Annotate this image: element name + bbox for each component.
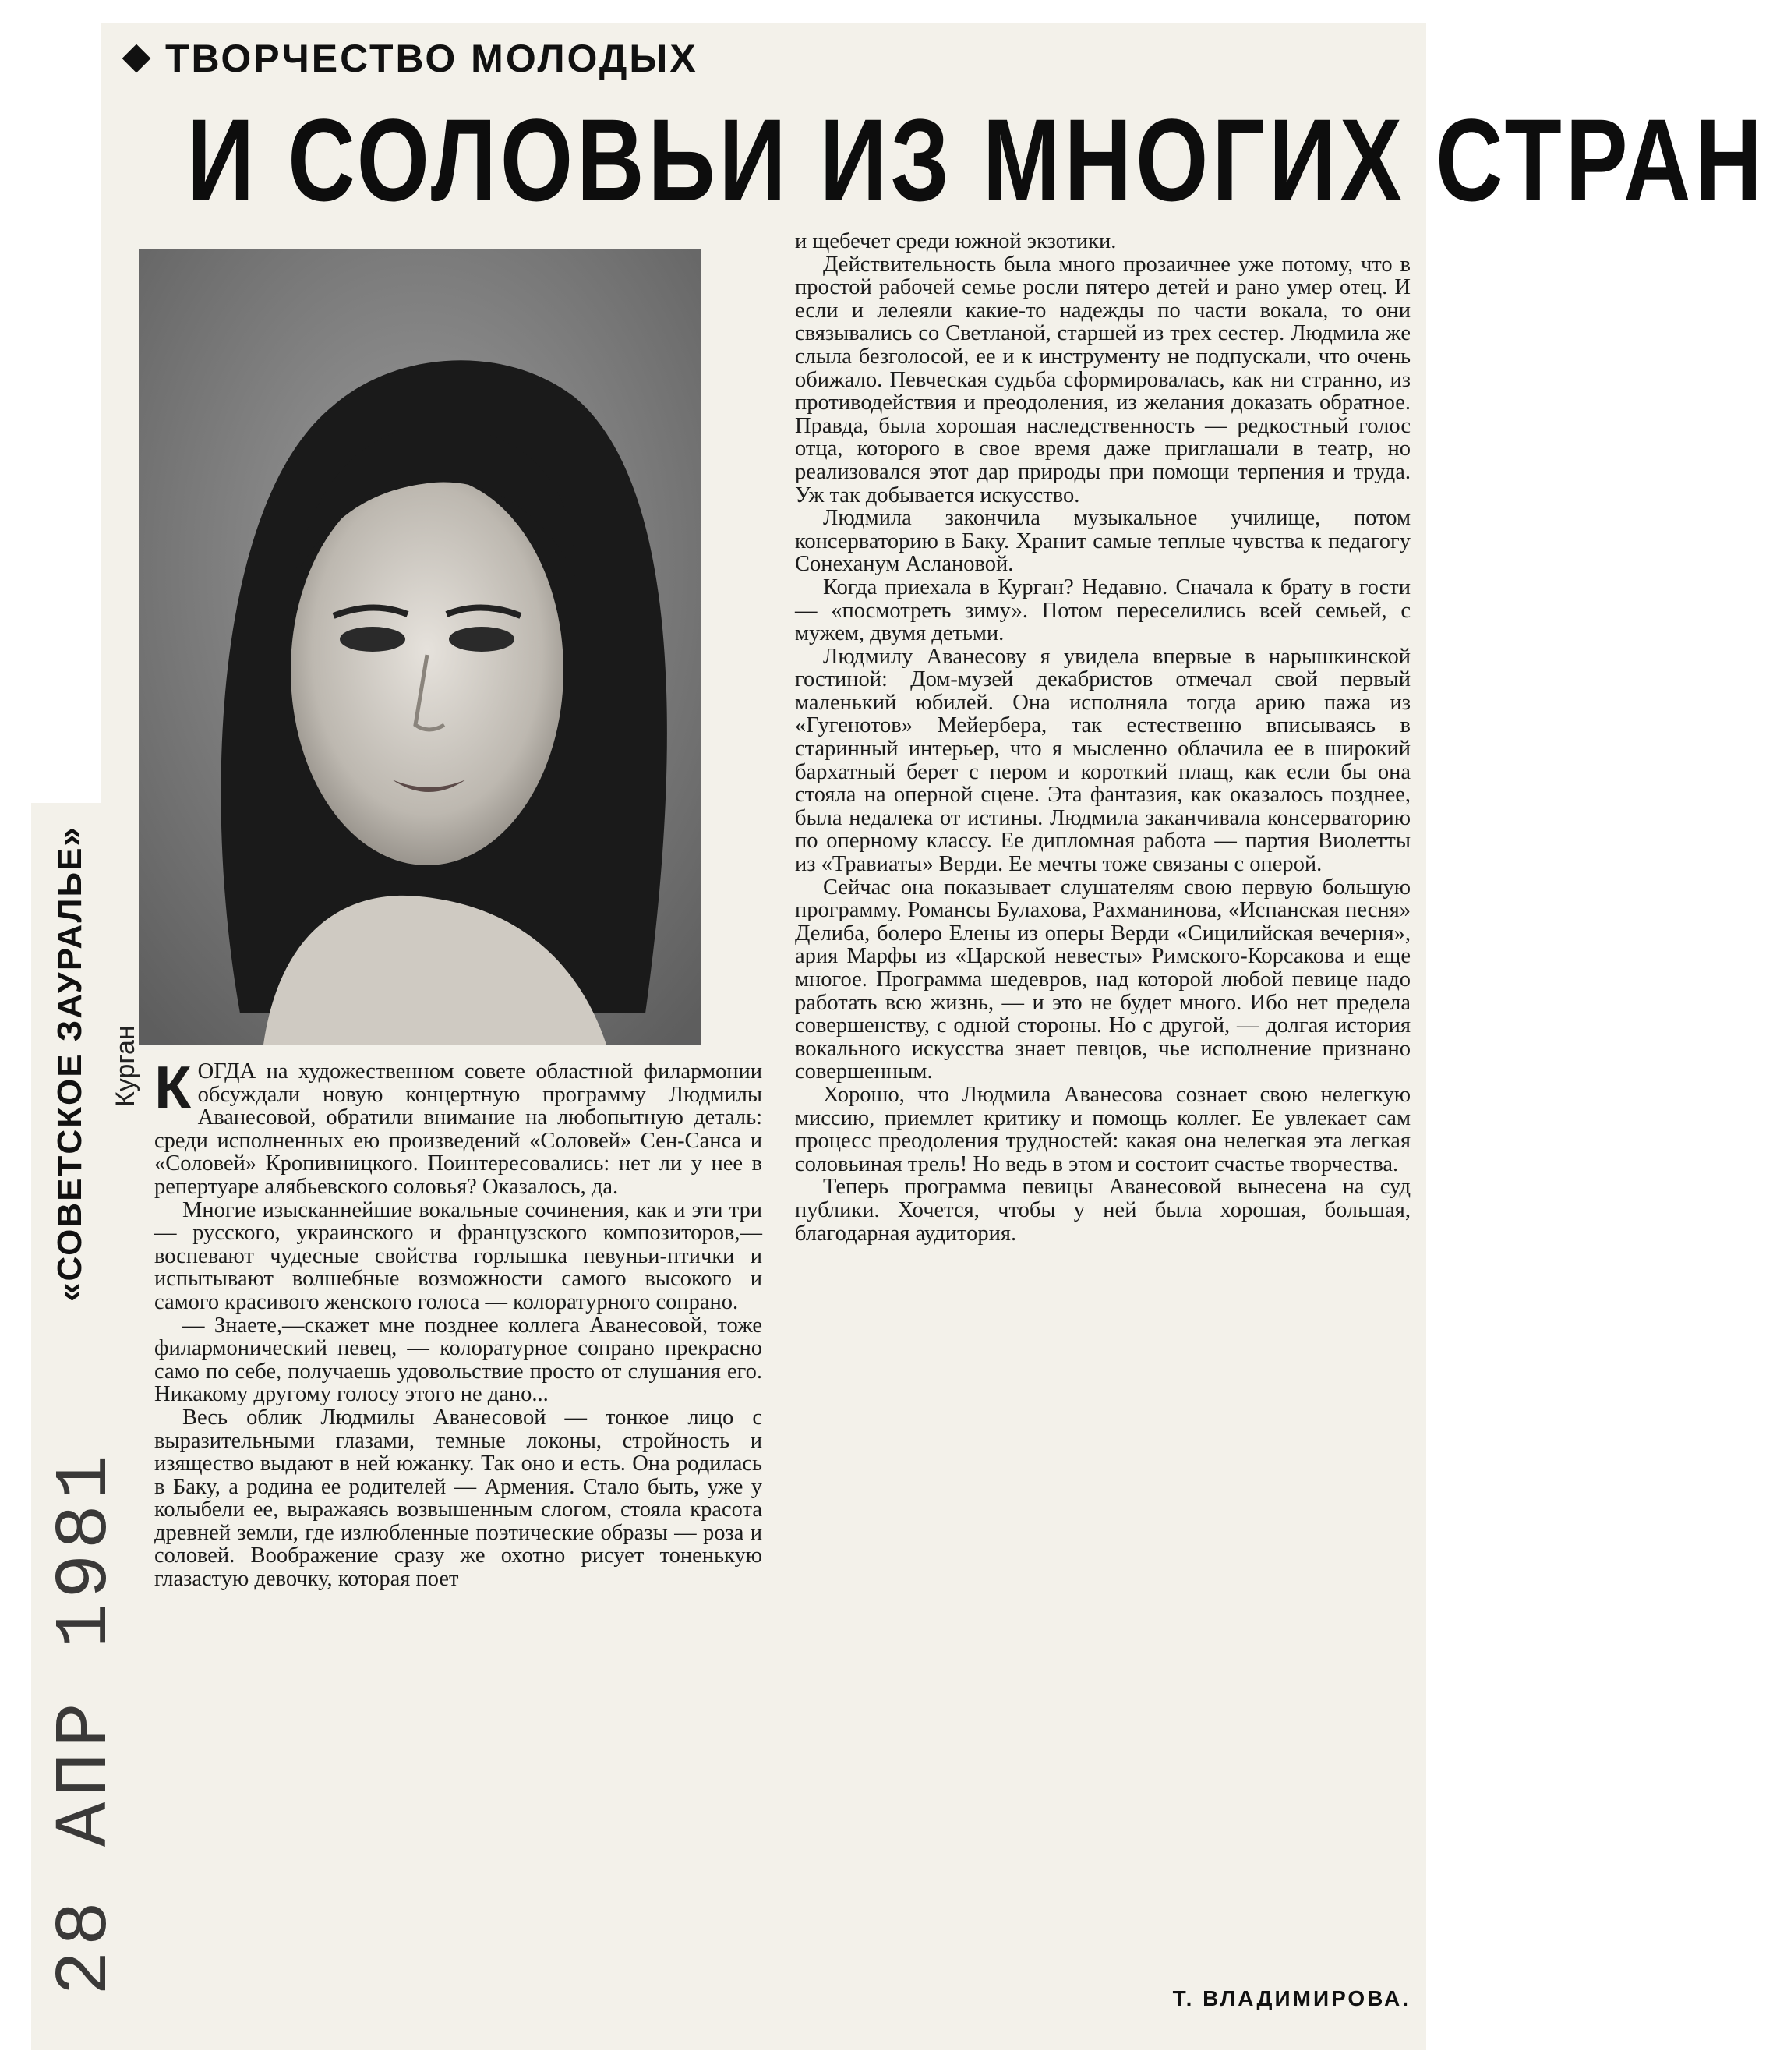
drop-cap: К [154,1053,192,1122]
article-paragraph: Теперь программа певицы Аванесовой вынесена на суд публики. Хочется, чтобы у ней была хорошая, большая, благодарная аудитория. [795,1175,1411,1246]
article-paragraph: Людмилу Аванесову я увидела впервые в нарышкинской гостиной: Дом-музей декабристов отмечал свой первый маленький юбилей. Она исполняла тогда арию пажа из «Гугенотов» Мейербера, так естественно вписываясь в старинный интерьер, что я мысленно облачила ее в широкий бархатный берет с пером и короткий плащ, как если бы она стояла на оперной сцене. Эта фантазия, как оказалось позднее, была недалека от истины. Людмила заканчивала консерваторию по оперному классу. Ее дипломная работа — партия Виолетты из «Травиаты» Верди. Ее мечты тоже связаны с оперой. [795,644,1411,877]
city-label: Курган [111,1025,140,1107]
article-paragraph: Многие изысканнейшие вокальные сочинения, как и эти три — русского, украинского и французского композиторов,—воспевают чудесные свойства горлышка певуньи-птички и испытывают волшебные возможности самого высокого и самого красивого женского голоса — колоратурного сопрано. [154,1197,762,1314]
article-right-column [795,230,1411,1245]
headline: И СОЛОВЬИ ИЗ МНОГИХ СТРАН [187,94,1766,225]
article-paragraph: Действительность была много прозаичнее уже потому, что в простой рабочей семье росли пятеро детей и рано умер отец. И если и лелеяли какие-то надежды по части вокала, то они связывались со Светланой, старшей из трех сестер. Людмила же слыла безголосой, ее и к инструменту не подпускали, что очень обижало. Певческая судьба сформировалась, как ни странно, из противодействия и преодоления, из желания доказать обратное. Правда, была хорошая наследственность — редкостный голос отца, которого в свое время даже приглашали в театр, но реализовался этот дар природы при помощи терпения и труда. Уж так добывается искусство. [795,252,1411,507]
diamond-bullet-icon [122,44,151,73]
article-paragraph: КОГДА на художественном совете областной филармонии обсуждали новую концертную программу Людмилы Аванесовой, обратили внимание на любопытную деталь: среди исполненных ею произведений «Соловей» Сен-Санса и «Соловей» Кропивницкого. Поинтересовались: нет ли у нее в репертуаре алябьевского соловья? Оказалось, да. [154,1053,762,1199]
rubric-text: ТВОРЧЕСТВО МОЛОДЫХ [165,37,698,80]
article-paragraph: Сейчас она показывает слушателям свою первую большую программу. Романсы Булахова, Рахманинова, «Испанская песня» Делиба, болеро Елены из оперы Верди «Сицилийская вечерня», ария Марфы из «Царской невесты» Римского-Корсакова и еще многое. Программа шедевров, над которой любой певице надо работать всю жизнь, — и это не будет много. Ибо нет предела совершенству, с одной стороны. Но с другой, — долгая история вокального искусства знает певцов, чье исполнение признано совершенным. [795,875,1411,1084]
portrait-illustration [139,249,701,1045]
article-paragraph: и щебечет среди южной экзотики. [795,229,1117,253]
article-paragraph: Людмила закончила музыкальное училище, потом консерваторию в Баку. Хранит самые теплые чувства к педагогу Сонеханум Аслановой. [795,506,1411,577]
newspaper-name: «СОВЕТСКОЕ ЗАУРАЛЬЕ» [51,826,89,1302]
author-signature: Т. ВЛАДИМИРОВА. [1172,1986,1411,2010]
article-left-column [154,1053,762,1592]
article-paragraph: — Знаете,—скажет мне позднее коллега Аванесовой, тоже филармонический певец, — колоратурное сопрано прекрасно само по себе, получаешь удовольствие просто от слушания его. Никакому другому голосу этого не дано... [154,1313,762,1407]
date-stamp: 28 АПР 1981 [43,1450,128,1996]
article-paragraph: Весь облик Людмилы Аванесовой — тонкое лицо с выразительными глазами, темные локоны, стройность и изящество выдают в ней южанку. Так оно и есть. Она родилась в Баку, а родина ее родителей — Армения. Стало быть, уже у колыбели ее, выражаясь возвышенным слогом, стояла красота древней земли, где излюбленные поэтические образы — роза и соловей. Воображение сразу же охотно рисует тоненькую глазастую девочку, которая поет [154,1405,762,1592]
rubric [117,31,896,86]
article-paragraph: Когда приехала в Курган? Недавно. Сначала к брату в гости — «посмотреть зиму». Потом переселились всей семьей, с мужем, двумя детьми. [795,575,1411,646]
portrait-photo [139,249,701,1045]
article-paragraph: Хорошо, что Людмила Аванесова сознает свою нелегкую миссию, приемлет критику и помощь коллег. Ее увлекает сам процесс преодоления трудностей: какая она нелегкая эта легкая соловьиная трель! Но ведь в этом и состоит счастье творчества. [795,1082,1411,1176]
